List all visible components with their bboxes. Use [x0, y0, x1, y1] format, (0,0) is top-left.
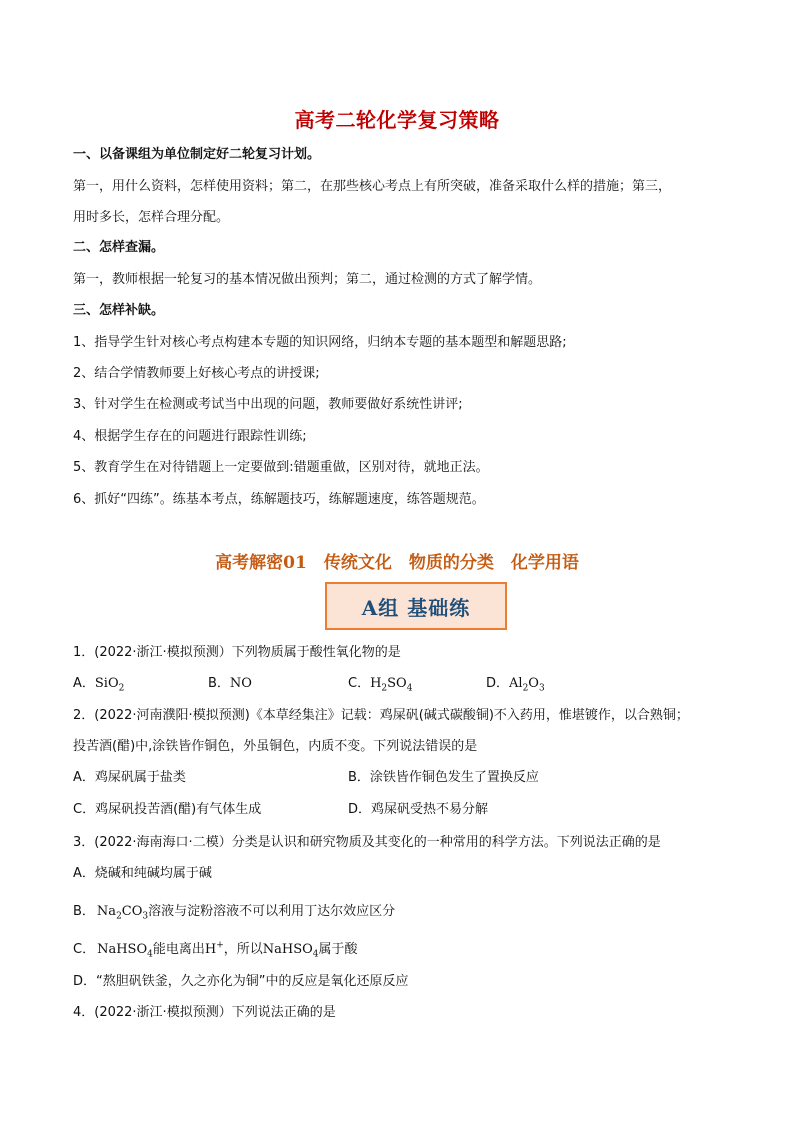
strategy-heading-1: 一、以备课组为单位制定好二轮复习计划。 [73, 147, 321, 162]
strategy-heading-2: 二、怎样查漏。 [73, 240, 165, 255]
strategy-item-4: 4、根据学生存在的问题进行跟踪性训练; [73, 429, 307, 444]
strategy-paragraph-1a: 第一，用什么资料，怎样使用资料；第二，在那些核心考点上有所突破，准备采取什么样的措施；第三， [73, 179, 672, 194]
question-1-stem: 1．(2022·浙江·模拟预测）下列物质属于酸性氧化物的是 [73, 645, 401, 660]
question-1-option-d: D．$Al_2O_3$ [486, 676, 545, 694]
strategy-item-5: 5、教育学生在对待错题上一定要做到:错题重做，区别对待，就地正法。 [73, 460, 489, 475]
question-1-option-c: C．$H_2SO_4$ [348, 676, 413, 694]
question-2-option-c: C．鸡屎矾投苦酒(醋)有气体生成 [73, 802, 262, 817]
strategy-item-2: 2、结合学情教师要上好核心考点的讲授课; [73, 366, 320, 381]
question-3-option-c: C． NaHSO$_4$能电离出H+，所以NaHSO$_4$属于酸 [73, 940, 358, 960]
strategy-paragraph-1b: 用时多长，怎样合理分配。 [73, 210, 230, 225]
question-3-option-b: B． $Na_2CO_3$溶液与淀粉溶液不可以利用丁达尔效应区分 [73, 904, 396, 922]
question-2-stem-a: 2．(2022·河南濮阳·模拟预测)《本草经集注》记载：鸡屎矾(碱式碳酸铜)不入药用，惟堪镀作，以合熟铜； [73, 708, 689, 723]
question-3-option-a: A．烧碱和纯碱均属于碱 [73, 866, 212, 881]
page-title: 高考二轮化学复习策略 [294, 108, 500, 132]
strategy-paragraph-2: 第一，教师根据一轮复习的基本情况做出预判；第二，通过检测的方式了解学情。 [73, 272, 542, 287]
section-title: 高考解密01 传统文化 物质的分类 化学用语 [215, 553, 579, 573]
strategy-heading-3: 三、怎样补缺。 [73, 303, 165, 318]
group-label-box [325, 582, 507, 630]
group-label: A组 基础练 [361, 595, 471, 620]
question-2-option-a: A．鸡屎矾属于盐类 [73, 770, 186, 785]
strategy-item-6: 6、抓好“四练”。练基本考点，练解题技巧，练解题速度，练答题规范。 [73, 492, 485, 507]
question-1-option-b: B．NO [208, 676, 252, 691]
question-1-option-a: A．SiO$_2$ [73, 676, 125, 694]
strategy-item-3: 3、针对学生在检测或考试当中出现的问题，教师要做好系统性讲评; [73, 397, 463, 412]
strategy-item-1: 1、指导学生针对核心考点构建本专题的知识网络，归纳本专题的基本题型和解题思路; [73, 335, 567, 350]
question-2-option-d: D．鸡屎矾受热不易分解 [348, 802, 489, 817]
question-3-stem: 3．(2022·海南海口·二模）分类是认识和研究物质及其变化的一种常用的科学方法。下列说法正确的是 [73, 835, 661, 850]
question-2-stem-b: 投苦酒(醋)中,涂铁皆作铜色，外虽铜色，内质不变。下列说法错误的是 [73, 739, 478, 754]
question-3-option-d: D．“熬胆矾铁釜，久之亦化为铜”中的反应是氧化还原反应 [73, 974, 409, 989]
question-2-option-b: B．涂铁皆作铜色发生了置换反应 [348, 770, 539, 785]
question-4-stem: 4．(2022·浙江·模拟预测）下列说法正确的是 [73, 1005, 336, 1020]
